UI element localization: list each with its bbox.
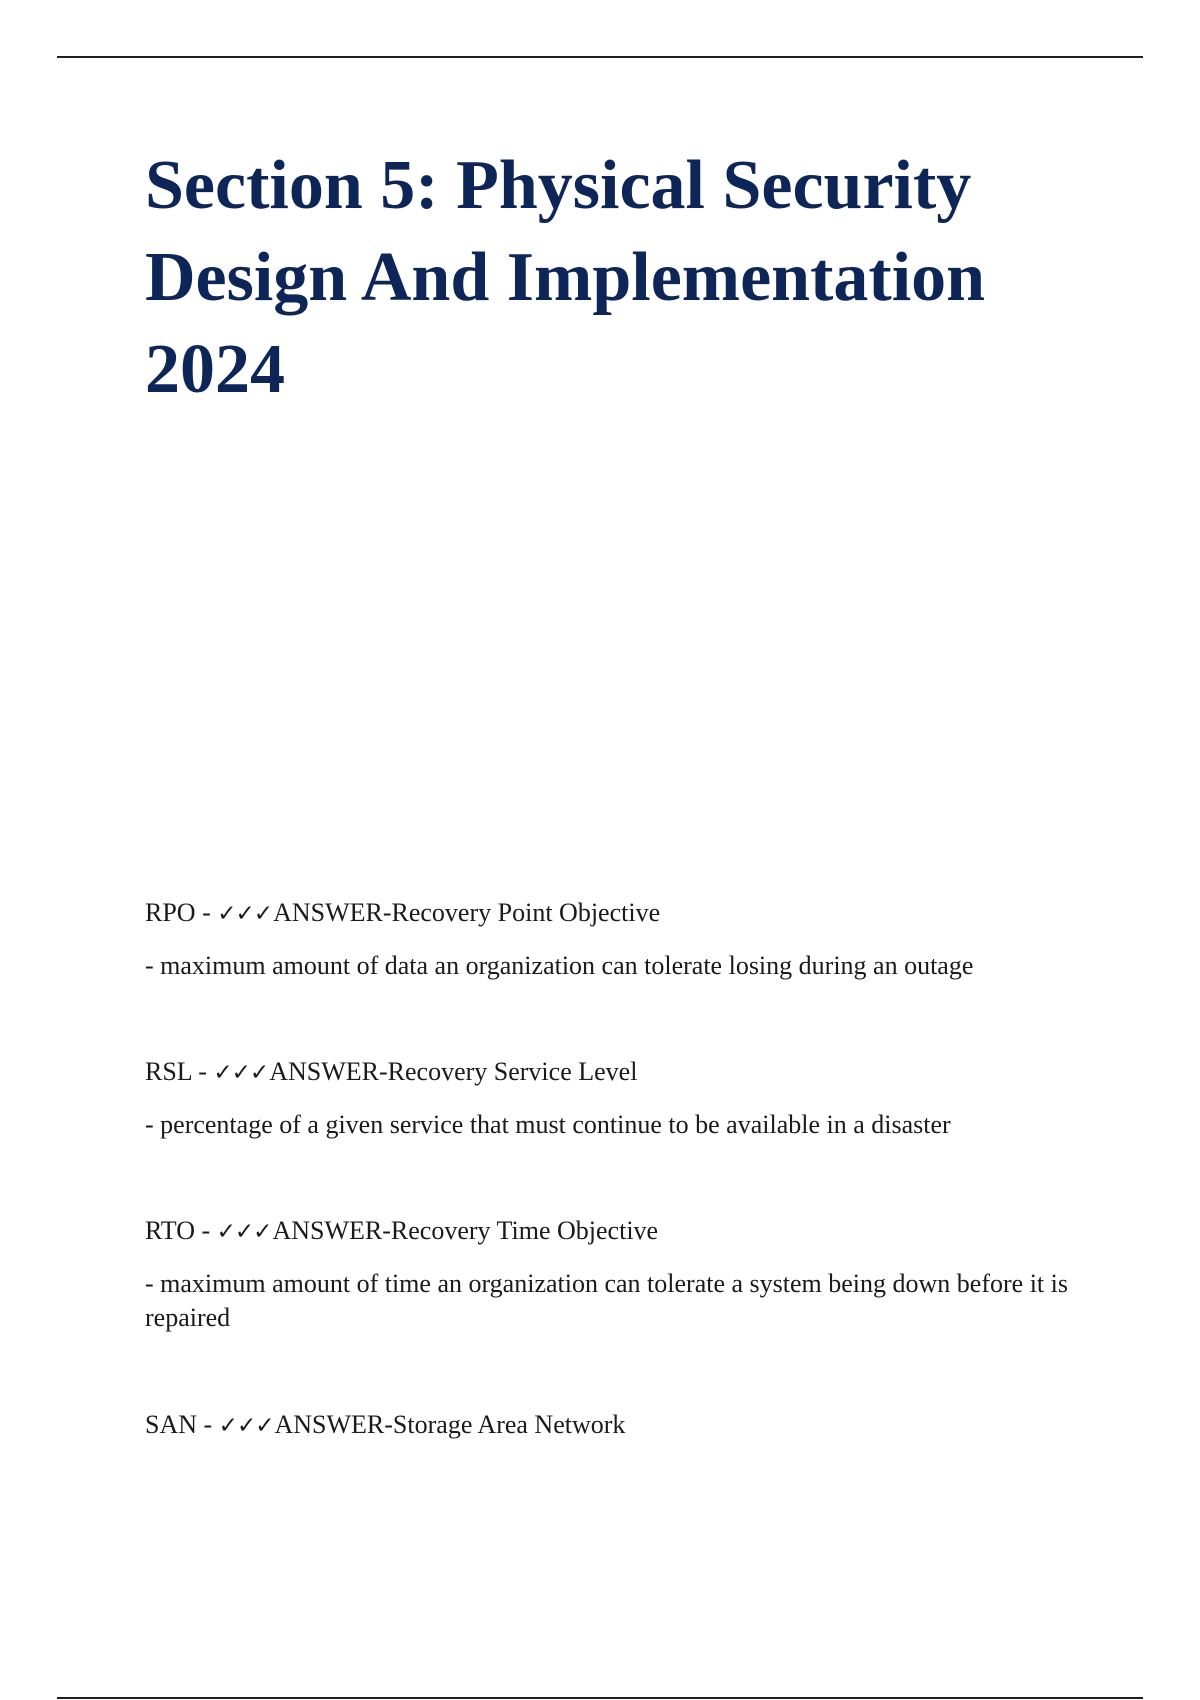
qa-entry-rto bbox=[145, 1214, 1095, 1335]
qa-entry-rsl bbox=[145, 1055, 1095, 1142]
term: RPO - bbox=[145, 898, 218, 927]
answer-label: ANSWER-Recovery Time Objective bbox=[272, 1216, 659, 1245]
title-line-1: Section 5: Physical Security bbox=[145, 147, 972, 224]
answer-label: ANSWER-Recovery Service Level bbox=[269, 1057, 638, 1086]
qa-entry-san bbox=[145, 1408, 1095, 1443]
term: SAN - bbox=[145, 1410, 219, 1439]
top-rule bbox=[57, 56, 1143, 58]
title-line-2: Design And Implementation bbox=[145, 239, 986, 316]
question-line bbox=[145, 896, 1095, 931]
checkmarks-icon: ✓✓✓ bbox=[217, 901, 273, 927]
term: RSL - bbox=[145, 1057, 214, 1086]
document-title bbox=[145, 140, 1105, 416]
answer-detail: - maximum amount of time an organization can tolerate a system being down before it is repaired bbox=[145, 1269, 1068, 1332]
question-line bbox=[145, 1214, 1095, 1249]
question-line bbox=[145, 1055, 1095, 1090]
answer-detail: - percentage of a given service that must continue to be available in a disaster bbox=[145, 1110, 951, 1139]
term: RTO - bbox=[145, 1216, 217, 1245]
question-line bbox=[145, 1408, 1095, 1443]
qa-entry-rpo bbox=[145, 896, 1095, 983]
answer-label: ANSWER-Storage Area Network bbox=[274, 1410, 626, 1439]
checkmarks-icon: ✓✓✓ bbox=[213, 1060, 269, 1086]
answer-label: ANSWER-Recovery Point Objective bbox=[273, 898, 661, 927]
checkmarks-icon: ✓✓✓ bbox=[218, 1413, 274, 1439]
bottom-rule bbox=[57, 1697, 1143, 1699]
answer-detail: - maximum amount of data an organization can tolerate losing during an outage bbox=[145, 951, 974, 980]
title-line-3: 2024 bbox=[145, 331, 285, 408]
checkmarks-icon: ✓✓✓ bbox=[216, 1219, 272, 1245]
